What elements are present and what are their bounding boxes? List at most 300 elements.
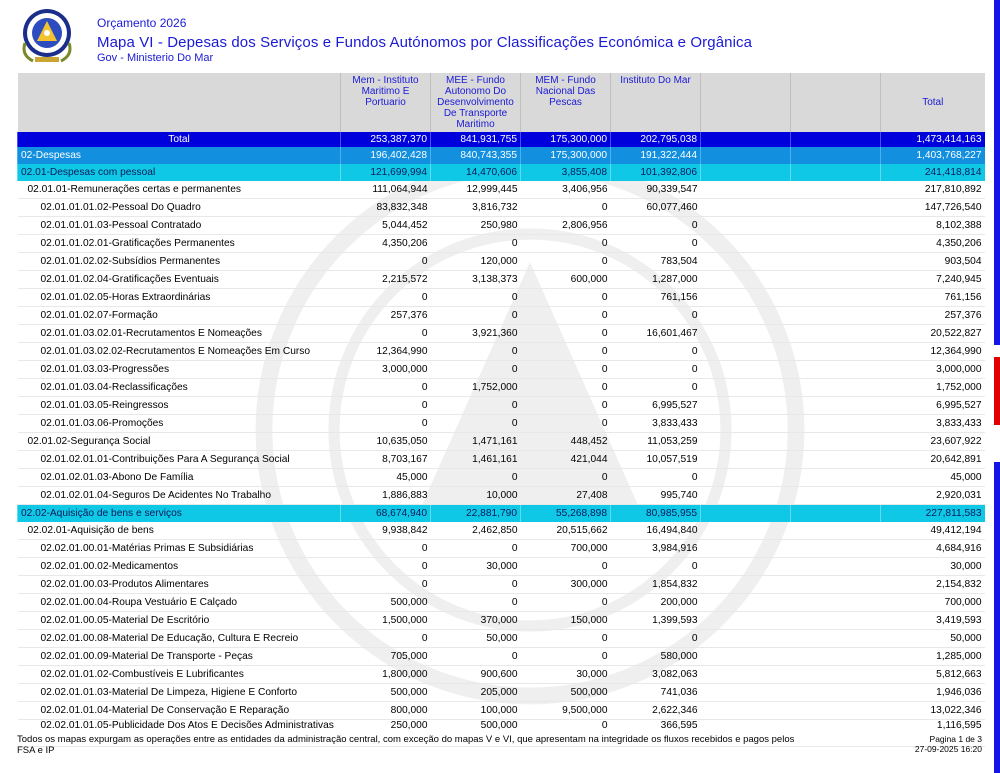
table-row [18, 164, 985, 181]
row-value: 20,515,662 [521, 522, 611, 540]
row-description: 02.02.01.01.03-Material De Limpeza, Higiene E Conforto [18, 684, 341, 702]
row-value: 14,470,606 [431, 164, 521, 181]
row-value: 200,000 [611, 594, 701, 612]
row-value [791, 415, 881, 433]
row-value: 1,800,000 [341, 666, 431, 684]
row-value: 0 [431, 648, 521, 666]
row-value: 0 [431, 540, 521, 558]
row-value: 0 [431, 415, 521, 433]
row-value: 250,980 [431, 217, 521, 235]
row-value: 700,000 [881, 594, 985, 612]
row-value [701, 253, 791, 271]
row-value: 0 [521, 253, 611, 271]
row-value: 900,600 [431, 666, 521, 684]
row-value: 0 [431, 289, 521, 307]
row-value: 23,607,922 [881, 433, 985, 451]
row-value [791, 648, 881, 666]
table-row [18, 630, 985, 648]
row-value [791, 630, 881, 648]
report-title: Mapa VI - Depesas dos Serviços e Fundos Autónomos por Classificações Económica e Orgânica [97, 34, 753, 51]
table-row [18, 612, 985, 630]
row-value [701, 199, 791, 217]
row-value: 800,000 [341, 702, 431, 720]
row-value: 27,408 [521, 487, 611, 505]
row-value: 1,854,832 [611, 576, 701, 594]
row-value: 30,000 [521, 666, 611, 684]
row-value: 175,300,000 [521, 147, 611, 164]
row-value: 55,268,898 [521, 505, 611, 523]
table-row [18, 522, 985, 540]
table-row [18, 361, 985, 379]
row-value [701, 666, 791, 684]
row-value: 12,364,990 [341, 343, 431, 361]
row-value [791, 164, 881, 181]
row-value: 3,833,433 [881, 415, 985, 433]
row-value: 0 [341, 576, 431, 594]
row-value [701, 487, 791, 505]
row-description: 02.02.01.01.02-Combustíveis E Lubrificantes [18, 666, 341, 684]
row-description: 02.01.01.03.04-Reclassificações [18, 379, 341, 397]
row-value: 1,285,000 [881, 648, 985, 666]
row-value: 0 [521, 720, 611, 747]
row-value [791, 181, 881, 199]
row-value: 0 [611, 307, 701, 325]
row-value [791, 666, 881, 684]
row-description: 02.01.01.03.06-Promoções [18, 415, 341, 433]
page-number: Pagina 1 de 3 [929, 734, 982, 744]
row-value: 11,053,259 [611, 433, 701, 451]
row-value: 0 [611, 343, 701, 361]
table-row [18, 415, 985, 433]
table-body [18, 132, 985, 747]
row-value: 500,000 [431, 720, 521, 747]
row-value [701, 522, 791, 540]
edge-bar-blue-bottom [994, 462, 1000, 773]
row-value: 0 [341, 379, 431, 397]
row-value: 761,156 [611, 289, 701, 307]
print-date: 27-09-2025 16:20 [914, 744, 982, 754]
row-value: 0 [431, 594, 521, 612]
header-col-4: Instituto Do Mar [611, 73, 701, 132]
row-value [791, 469, 881, 487]
header-col-2: MEE - Fundo Autonomo Do Desenvolvimento De Transporte Maritimo [431, 73, 521, 132]
row-value [791, 132, 881, 147]
row-value: 241,418,814 [881, 164, 985, 181]
row-description: 02-Despesas [18, 147, 341, 164]
footer-note: Todos os mapas expurgam as operações entre as entidades da administração central, com exceção do mapas V e VI, que apresentam na integridade os fluxos recebidos e pagos pelos FSA e IP [17, 734, 795, 756]
row-description: 02.01.02.01.03-Abono De Família [18, 469, 341, 487]
row-value: 1,473,414,163 [881, 132, 985, 147]
row-value: 50,000 [431, 630, 521, 648]
row-value: 500,000 [341, 594, 431, 612]
row-value: 0 [521, 558, 611, 576]
row-value: 500,000 [521, 684, 611, 702]
row-value: 83,832,348 [341, 199, 431, 217]
row-value: 20,522,827 [881, 325, 985, 343]
row-value: 202,795,038 [611, 132, 701, 147]
row-value: 370,000 [431, 612, 521, 630]
row-value: 0 [341, 558, 431, 576]
row-value: 903,504 [881, 253, 985, 271]
row-value: 0 [521, 397, 611, 415]
row-value: 580,000 [611, 648, 701, 666]
table-row [18, 540, 985, 558]
table-row [18, 684, 985, 702]
row-value: 20,642,891 [881, 451, 985, 469]
row-value [791, 576, 881, 594]
row-value: 761,156 [881, 289, 985, 307]
row-description: 02.02.01.00.02-Medicamentos [18, 558, 341, 576]
row-value: 5,812,663 [881, 666, 985, 684]
row-value: 1,287,000 [611, 271, 701, 289]
row-value [791, 433, 881, 451]
row-value [791, 217, 881, 235]
row-value: 1,461,161 [431, 451, 521, 469]
row-value: 0 [341, 540, 431, 558]
row-value [791, 487, 881, 505]
row-value: 217,810,892 [881, 181, 985, 199]
row-value: 30,000 [431, 558, 521, 576]
row-value: 22,881,790 [431, 505, 521, 523]
row-description: 02.02.01.00.04-Roupa Vestuário E Calçado [18, 594, 341, 612]
row-value: 2,215,572 [341, 271, 431, 289]
row-value: 1,946,036 [881, 684, 985, 702]
row-value [791, 594, 881, 612]
row-value: 500,000 [341, 684, 431, 702]
row-value: 250,000 [341, 720, 431, 747]
row-value [701, 181, 791, 199]
row-value [701, 433, 791, 451]
row-description: 02.02.01.00.03-Produtos Alimentares [18, 576, 341, 594]
row-value: 0 [431, 307, 521, 325]
row-description: 02.01.01.02.07-Formação [18, 307, 341, 325]
row-value: 0 [521, 307, 611, 325]
row-value: 0 [431, 343, 521, 361]
row-value: 12,364,990 [881, 343, 985, 361]
row-value: 0 [521, 648, 611, 666]
row-value: 0 [341, 397, 431, 415]
row-description: 02.02.01.00.09-Material De Transporte - Peças [18, 648, 341, 666]
table-row [18, 397, 985, 415]
row-value: 1,399,593 [611, 612, 701, 630]
row-value: 191,322,444 [611, 147, 701, 164]
row-value: 90,339,547 [611, 181, 701, 199]
table-row [18, 558, 985, 576]
row-description: 02.01.01.03.02.01-Recrutamentos E Nomeações [18, 325, 341, 343]
row-value: 0 [341, 630, 431, 648]
row-description: 02.02.01.00.05-Material De Escritório [18, 612, 341, 630]
coat-of-arms-logo [15, 3, 79, 67]
row-value: 0 [431, 576, 521, 594]
row-value: 8,102,388 [881, 217, 985, 235]
row-value: 9,500,000 [521, 702, 611, 720]
row-value: 5,044,452 [341, 217, 431, 235]
row-value: 227,811,583 [881, 505, 985, 523]
row-description: 02.01.01.02.01-Gratificações Permanentes [18, 235, 341, 253]
table-row [18, 199, 985, 217]
row-value [701, 612, 791, 630]
table-row [18, 181, 985, 199]
table-row [18, 433, 985, 451]
row-value: 421,044 [521, 451, 611, 469]
row-value [791, 522, 881, 540]
row-value: 3,855,408 [521, 164, 611, 181]
row-value: 147,726,540 [881, 199, 985, 217]
row-value: 6,995,527 [611, 397, 701, 415]
report-subtitle: Orçamento 2026 [97, 16, 187, 30]
budget-table [17, 73, 985, 747]
row-value: 0 [521, 469, 611, 487]
row-value: 841,931,755 [431, 132, 521, 147]
row-description: 02.02.01.00.08-Material De Educação, Cultura E Recreio [18, 630, 341, 648]
row-value [791, 505, 881, 523]
row-value: 60,077,460 [611, 199, 701, 217]
row-value: 4,684,916 [881, 540, 985, 558]
row-value: 1,500,000 [341, 612, 431, 630]
header-col-total: Total [881, 73, 985, 132]
table-row [18, 343, 985, 361]
row-value: 0 [431, 361, 521, 379]
header-col-1: Mem - Instituto Maritimo E Portuario [341, 73, 431, 132]
row-value: 2,806,956 [521, 217, 611, 235]
row-value [701, 132, 791, 147]
row-value [701, 397, 791, 415]
row-description: 02.01.01-Remunerações certas e permanentes [18, 181, 341, 199]
table-row [18, 594, 985, 612]
row-value: 120,000 [431, 253, 521, 271]
row-value: 700,000 [521, 540, 611, 558]
row-value: 0 [521, 235, 611, 253]
row-value: 366,595 [611, 720, 701, 747]
row-value: 2,462,850 [431, 522, 521, 540]
row-value: 30,000 [881, 558, 985, 576]
row-value [791, 379, 881, 397]
row-value [701, 451, 791, 469]
row-value [791, 199, 881, 217]
row-value: 0 [521, 379, 611, 397]
row-value: 0 [341, 253, 431, 271]
row-description: 02.01.01.03.03-Progressões [18, 361, 341, 379]
row-value: 4,350,206 [341, 235, 431, 253]
table-row [18, 307, 985, 325]
row-value: 0 [521, 594, 611, 612]
table-header-row [18, 73, 985, 132]
row-value: 150,000 [521, 612, 611, 630]
row-value: 1,403,768,227 [881, 147, 985, 164]
row-value [701, 576, 791, 594]
row-description: 02.01-Despesas com pessoal [18, 164, 341, 181]
row-value [791, 325, 881, 343]
row-value: 0 [341, 289, 431, 307]
row-value: 7,240,945 [881, 271, 985, 289]
row-value: 111,064,944 [341, 181, 431, 199]
row-value [701, 684, 791, 702]
row-description: 02.01.01.01.02-Pessoal Do Quadro [18, 199, 341, 217]
row-value: 10,000 [431, 487, 521, 505]
row-value [701, 307, 791, 325]
row-value [791, 253, 881, 271]
row-value [791, 397, 881, 415]
row-value: 1,752,000 [431, 379, 521, 397]
table-row [18, 666, 985, 684]
row-value: 4,350,206 [881, 235, 985, 253]
row-value: 10,635,050 [341, 433, 431, 451]
row-value [791, 147, 881, 164]
row-value [701, 289, 791, 307]
table-row [18, 271, 985, 289]
row-value: 45,000 [341, 469, 431, 487]
row-value: 0 [521, 361, 611, 379]
row-description: 02.02.01.01.04-Material De Conservação E Reparação [18, 702, 341, 720]
row-description: 02.01.02-Segurança Social [18, 433, 341, 451]
row-value: 0 [521, 630, 611, 648]
row-value [791, 307, 881, 325]
row-value: 0 [611, 469, 701, 487]
row-value: 2,622,346 [611, 702, 701, 720]
row-value: 0 [431, 235, 521, 253]
header-col-3: MEM - Fundo Nacional Das Pescas [521, 73, 611, 132]
row-value: 741,036 [611, 684, 701, 702]
table-row [18, 217, 985, 235]
row-value: 783,504 [611, 253, 701, 271]
table-row [18, 487, 985, 505]
row-value [791, 361, 881, 379]
row-value [701, 469, 791, 487]
row-value: 9,938,842 [341, 522, 431, 540]
row-value [701, 648, 791, 666]
row-value [701, 558, 791, 576]
row-description: 02.01.01.02.02-Subsídios Permanentes [18, 253, 341, 271]
row-value [701, 540, 791, 558]
row-value [701, 415, 791, 433]
row-description: 02.02.01.01.05-Publicidade Dos Atos E Decisões Administrativas [18, 720, 341, 747]
row-value: 205,000 [431, 684, 521, 702]
row-value: 49,412,194 [881, 522, 985, 540]
row-value [701, 147, 791, 164]
row-value: 0 [611, 558, 701, 576]
row-value: 705,000 [341, 648, 431, 666]
row-value: 0 [521, 289, 611, 307]
row-value [701, 702, 791, 720]
row-value: 3,000,000 [341, 361, 431, 379]
row-value [791, 235, 881, 253]
row-value: 0 [521, 325, 611, 343]
row-value: 80,985,955 [611, 505, 701, 523]
row-value [701, 164, 791, 181]
row-description: 02.01.01.03.02.02-Recrutamentos E Nomeações Em Curso [18, 343, 341, 361]
table-row [18, 648, 985, 666]
row-value: 10,057,519 [611, 451, 701, 469]
table-row [18, 235, 985, 253]
row-value: 0 [611, 217, 701, 235]
row-description: 02.02-Aquisição de bens e serviços [18, 505, 341, 523]
row-value: 3,816,732 [431, 199, 521, 217]
row-description: 02.02.01-Aquisição de bens [18, 522, 341, 540]
row-description: 02.01.01.02.05-Horas Extraordinárias [18, 289, 341, 307]
row-description: 02.01.01.01.03-Pessoal Contratado [18, 217, 341, 235]
row-value: 0 [431, 397, 521, 415]
table-row [18, 132, 985, 147]
row-value: 448,452 [521, 433, 611, 451]
row-value: 600,000 [521, 271, 611, 289]
row-value: 0 [431, 469, 521, 487]
row-value [701, 271, 791, 289]
row-value: 0 [611, 235, 701, 253]
row-value: 2,920,031 [881, 487, 985, 505]
row-value: 196,402,428 [341, 147, 431, 164]
table-row [18, 576, 985, 594]
row-value [701, 630, 791, 648]
row-value [791, 289, 881, 307]
row-value [701, 379, 791, 397]
row-value: 0 [611, 379, 701, 397]
row-value: 16,494,840 [611, 522, 701, 540]
table-row [18, 379, 985, 397]
row-value: 253,387,370 [341, 132, 431, 147]
row-value [701, 325, 791, 343]
row-value: 0 [611, 630, 701, 648]
row-value [701, 505, 791, 523]
row-description: 02.01.01.02.04-Gratificações Eventuais [18, 271, 341, 289]
row-value [791, 612, 881, 630]
table-row [18, 325, 985, 343]
row-value [701, 361, 791, 379]
row-value: 100,000 [431, 702, 521, 720]
row-value: 3,984,916 [611, 540, 701, 558]
row-value [791, 702, 881, 720]
row-value: 0 [521, 415, 611, 433]
row-value: 68,674,940 [341, 505, 431, 523]
edge-bar-red [994, 357, 1000, 425]
row-value: 2,154,832 [881, 576, 985, 594]
row-value: 0 [341, 415, 431, 433]
row-value [701, 217, 791, 235]
row-value: 0 [521, 199, 611, 217]
edge-bar-blue-top [994, 0, 1000, 345]
row-value: 121,699,994 [341, 164, 431, 181]
row-value: 3,138,373 [431, 271, 521, 289]
row-value: 1,116,595 [881, 720, 985, 747]
row-value: 3,921,360 [431, 325, 521, 343]
row-value: 175,300,000 [521, 132, 611, 147]
row-value: 3,406,956 [521, 181, 611, 199]
row-value: 0 [611, 361, 701, 379]
row-value [791, 558, 881, 576]
row-value: 45,000 [881, 469, 985, 487]
row-value: 840,743,355 [431, 147, 521, 164]
row-value: 101,392,806 [611, 164, 701, 181]
row-value: 8,703,167 [341, 451, 431, 469]
row-value: 3,833,433 [611, 415, 701, 433]
footer-page-info [915, 734, 982, 754]
report-header [0, 0, 1000, 72]
table-row [18, 702, 985, 720]
row-value: 257,376 [881, 307, 985, 325]
table-row [18, 289, 985, 307]
header-col-5 [701, 73, 791, 132]
row-value: 50,000 [881, 630, 985, 648]
row-value [701, 343, 791, 361]
row-value: 6,995,527 [881, 397, 985, 415]
row-description: Total [18, 132, 341, 147]
row-value: 0 [521, 343, 611, 361]
row-value: 300,000 [521, 576, 611, 594]
header-col-6 [791, 73, 881, 132]
row-value: 1,886,883 [341, 487, 431, 505]
row-value: 12,999,445 [431, 181, 521, 199]
table-row [18, 505, 985, 523]
row-value [791, 451, 881, 469]
